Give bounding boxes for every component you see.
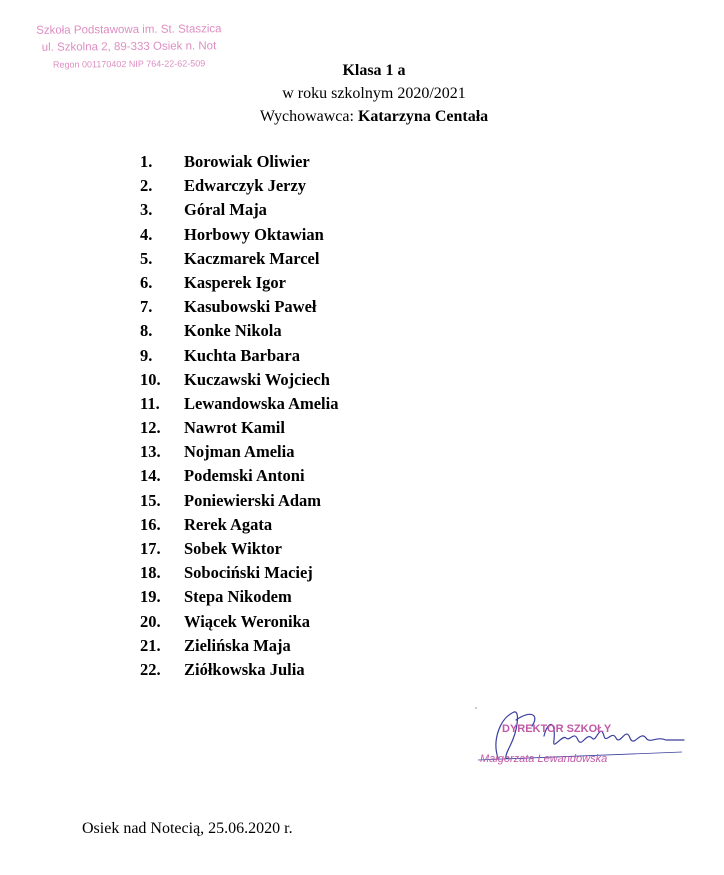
student-name: Borowiak Oliwier: [184, 152, 310, 171]
student-row: [140, 658, 338, 682]
student-row: [140, 610, 338, 634]
student-list: [140, 150, 338, 682]
student-row: [140, 295, 338, 319]
student-number: 12.: [140, 418, 161, 438]
student-number: 22.: [140, 659, 161, 679]
student-name: Zielińska Maja: [184, 635, 291, 655]
student-number: 14.: [140, 466, 161, 486]
signature-role: DYREKTOR SZKOŁY: [502, 723, 612, 735]
student-name: Poniewierski Adam: [184, 490, 322, 510]
student-name: Góral Maja: [184, 200, 267, 220]
student-row: [140, 634, 338, 658]
student-number: 19.: [140, 587, 161, 607]
signature-name: Małgorzata Lewandowska: [480, 753, 608, 765]
director-signature: [470, 700, 690, 780]
student-row: [140, 561, 338, 585]
student-number: 21.: [140, 635, 161, 655]
student-name: Kasperek Igor: [184, 272, 286, 292]
student-row: [140, 319, 338, 343]
student-number: 11.: [140, 393, 160, 413]
student-row: [140, 416, 338, 440]
student-number: 18.: [140, 563, 161, 583]
student-number: 5.: [140, 248, 153, 268]
student-name: Nojman Amelia: [184, 442, 295, 462]
student-number: 1.: [140, 152, 153, 171]
student-row: [140, 271, 338, 295]
student-name: Sobek Wiktor: [184, 539, 282, 558]
student-name: Rerek Agata: [184, 514, 273, 534]
signature-scribble-icon: [470, 700, 690, 780]
student-name: Horbowy Oktawian: [184, 224, 324, 244]
student-row: [140, 344, 338, 368]
student-number: 16.: [140, 514, 161, 534]
student-number: 3.: [140, 200, 153, 220]
student-number: 6.: [140, 272, 153, 292]
teacher-name: Katarzyna Centała: [357, 108, 489, 125]
teacher-label: Wychowawca:: [259, 108, 354, 125]
student-row: [140, 247, 338, 271]
stamp-line-2: ul. Szkolna 2, 89-333 Osiek n. Not: [41, 40, 217, 54]
student-number: 15.: [140, 490, 161, 510]
student-row: [140, 440, 338, 464]
student-name: Lewandowska Amelia: [184, 393, 339, 413]
student-number: 4.: [140, 224, 153, 244]
student-name: Konke Nikola: [184, 321, 282, 341]
student-name: Kuczawski Wojciech: [184, 369, 330, 389]
student-name: Stepa Nikodem: [184, 587, 292, 607]
stamp-line-1: Szkoła Podstawowa im. St. Staszica: [36, 23, 222, 37]
student-name: Kaczmarek Marcel: [184, 248, 320, 268]
student-name: Sobociński Maciej: [184, 563, 313, 583]
student-row: [140, 223, 338, 247]
place-and-date: Osiek nad Notecią, 25.06.2020 r.: [82, 820, 293, 837]
student-row: [140, 392, 338, 416]
student-number: 13.: [140, 442, 161, 462]
student-row: [140, 174, 338, 198]
stamp-line-3: Regon 001170402 NIP 764-22-62-509: [52, 58, 206, 70]
student-row: [140, 585, 338, 609]
student-name: Kasubowski Paweł: [184, 297, 317, 317]
student-number: 2.: [140, 176, 153, 196]
student-row: [140, 368, 338, 392]
student-row: [140, 150, 338, 174]
student-row: [140, 198, 338, 222]
student-number: 17.: [140, 539, 161, 558]
student-row: [140, 537, 338, 561]
student-number: 10.: [140, 369, 161, 389]
student-name: Ziółkowska Julia: [184, 659, 305, 679]
student-name: Edwarczyk Jerzy: [184, 176, 307, 196]
student-number: 20.: [140, 611, 161, 631]
student-name: Nawrot Kamil: [184, 418, 285, 438]
student-row: [140, 513, 338, 537]
student-name: Wiącek Weronika: [184, 611, 311, 631]
student-name: Kuchta Barbara: [184, 345, 300, 365]
student-row: [140, 464, 338, 488]
student-name: Podemski Antoni: [184, 466, 305, 486]
class-teacher: [12, 106, 724, 128]
student-number: 9.: [140, 345, 153, 365]
school-year: w roku szkolnym 2020/2021: [282, 85, 466, 102]
class-title: Klasa 1 a: [342, 62, 406, 79]
student-number: 8.: [140, 321, 153, 341]
student-row: [140, 489, 338, 513]
student-number: 7.: [140, 297, 153, 317]
